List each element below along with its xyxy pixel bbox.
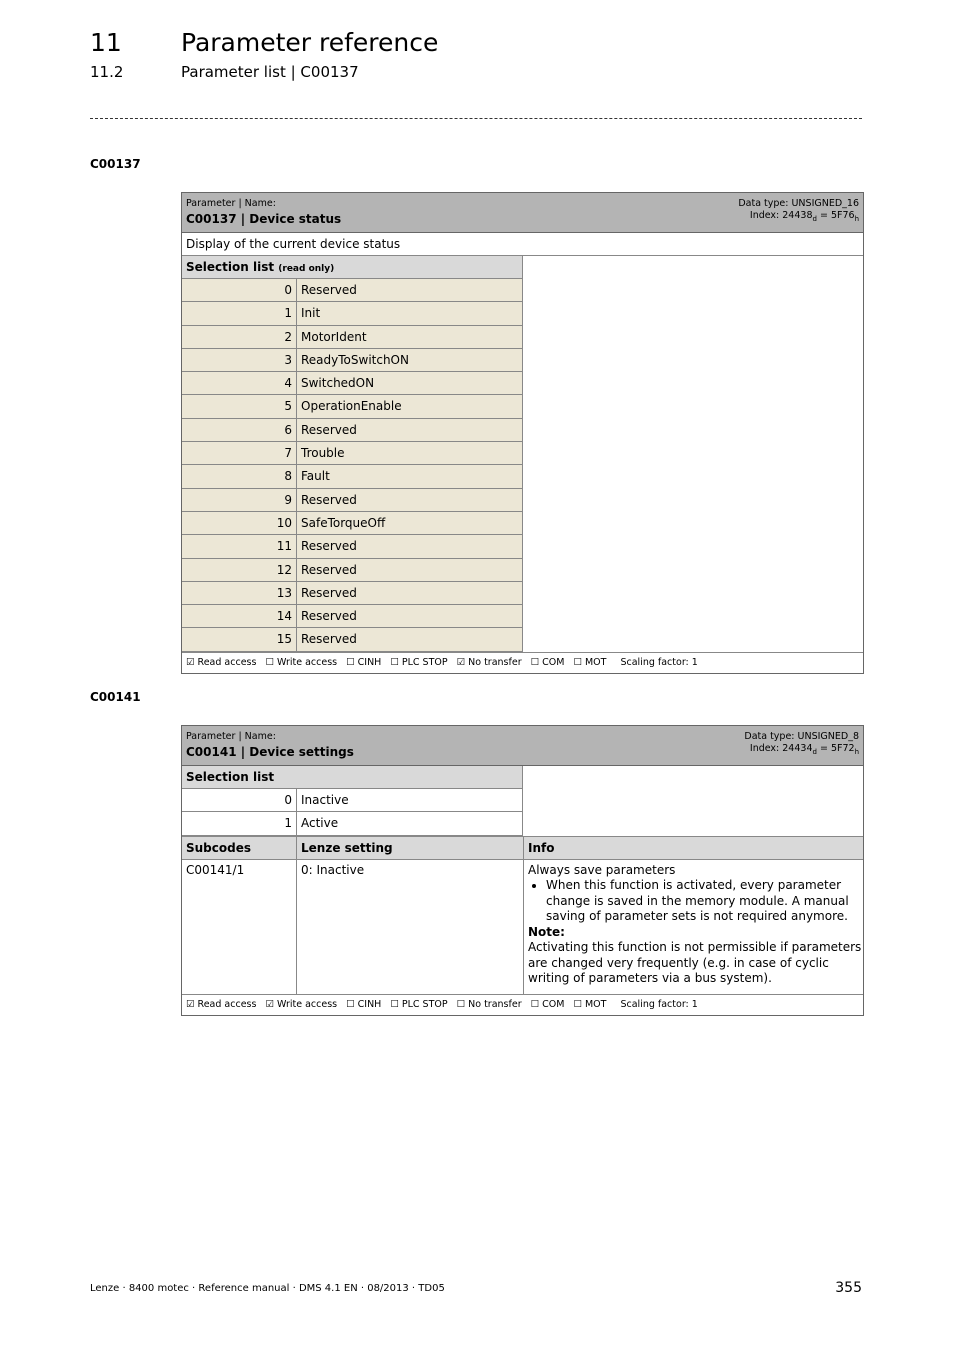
section-title: Parameter list | C00137 bbox=[181, 63, 359, 81]
selection-value: 9 bbox=[182, 489, 297, 511]
subcode-info bbox=[524, 860, 863, 994]
selection-row bbox=[182, 535, 522, 558]
access-flag: ☐ MOT bbox=[573, 656, 607, 668]
section-number: 11.2 bbox=[90, 63, 124, 81]
selection-row bbox=[182, 812, 522, 835]
access-flag: ☐ No transfer bbox=[456, 998, 522, 1010]
param-header-label: Parameter | Name: bbox=[186, 198, 276, 209]
selection-value: 12 bbox=[182, 559, 297, 581]
selection-row bbox=[182, 419, 522, 442]
selection-row bbox=[182, 605, 522, 628]
lenze-setting-col-header: Lenze setting bbox=[297, 837, 524, 859]
selection-value: 0 bbox=[182, 789, 297, 811]
access-flag: ☐ MOT bbox=[573, 998, 607, 1010]
info-title: Always save parameters bbox=[528, 862, 676, 877]
param-index: Index: $24438_d = 5F76_h$ bbox=[749, 210, 859, 223]
param-name: C00141 | Device settings bbox=[186, 745, 354, 759]
selection-row bbox=[182, 395, 522, 418]
access-flags bbox=[182, 994, 863, 1015]
param-table-c00141 bbox=[181, 725, 864, 1016]
selection-label: OperationEnable bbox=[301, 399, 402, 414]
selection-row bbox=[182, 279, 522, 302]
access-flag: ☐ COM bbox=[530, 998, 565, 1010]
param-header-label: Parameter | Name: bbox=[186, 731, 276, 742]
selection-label: Fault bbox=[301, 469, 330, 484]
selection-value: 0 bbox=[182, 279, 297, 301]
access-flag: ☑ Read access bbox=[186, 656, 257, 668]
selection-value: 13 bbox=[182, 582, 297, 604]
param-description: Display of the current device status bbox=[182, 233, 863, 256]
scaling-factor: Scaling factor: 1 bbox=[620, 998, 698, 1010]
subcode-lenze-setting: 0: Inactive bbox=[297, 860, 524, 994]
selection-value: 7 bbox=[182, 442, 297, 464]
subcodes-col-header: Subcodes bbox=[182, 837, 297, 859]
selection-row bbox=[182, 442, 522, 465]
access-flag: ☐ CINH bbox=[346, 656, 382, 668]
selection-label: Reserved bbox=[301, 539, 357, 554]
data-type: Data type: UNSIGNED_16 bbox=[738, 198, 859, 209]
selection-list-header: Selection list (read only) bbox=[182, 256, 522, 279]
selection-label: Reserved bbox=[301, 562, 357, 577]
selection-row bbox=[182, 559, 522, 582]
selection-row bbox=[182, 302, 522, 325]
param-section-label: C00137 bbox=[90, 157, 141, 171]
chapter-number: 11 bbox=[90, 28, 122, 57]
selection-value: 10 bbox=[182, 512, 297, 534]
param-table-c00137 bbox=[181, 192, 864, 674]
selection-label: MotorIdent bbox=[301, 329, 367, 344]
subcodes-header bbox=[182, 836, 863, 860]
chapter-title: Parameter reference bbox=[181, 28, 439, 57]
selection-value: 1 bbox=[182, 812, 297, 834]
selection-value: 14 bbox=[182, 605, 297, 627]
access-flag: ☑ Read access bbox=[186, 998, 257, 1010]
selection-row bbox=[182, 349, 522, 372]
selection-label: Reserved bbox=[301, 283, 357, 297]
selection-row bbox=[182, 628, 522, 651]
selection-label: Reserved bbox=[301, 632, 357, 647]
empty-cell bbox=[523, 766, 863, 836]
selection-row bbox=[182, 326, 522, 349]
selection-value: 1 bbox=[182, 302, 297, 324]
note-label: Note: bbox=[528, 924, 565, 939]
selection-label: Inactive bbox=[301, 793, 349, 807]
selection-label: Reserved bbox=[301, 585, 357, 600]
selection-list-header: Selection list bbox=[182, 766, 522, 789]
selection-value: 2 bbox=[182, 326, 297, 348]
selection-label: Reserved bbox=[301, 422, 357, 437]
access-flags bbox=[182, 652, 863, 673]
access-flag: ☐ Write access bbox=[265, 656, 338, 668]
subcode-code: C00141/1 bbox=[182, 860, 297, 994]
access-flag: ☑ Write access bbox=[265, 998, 338, 1010]
selection-label: Trouble bbox=[301, 446, 345, 461]
param-index: Index: $24434_d = 5F72_h$ bbox=[749, 743, 859, 756]
info-bullet: • When this function is activated, every parameter change is saved in the memory module. A manual saving of parameter sets is not required anymore. bbox=[546, 878, 863, 925]
selection-value: 6 bbox=[182, 419, 297, 441]
selection-label: ReadyToSwitchON bbox=[301, 352, 409, 367]
param-header bbox=[182, 726, 863, 766]
access-flag: ☑ No transfer bbox=[456, 656, 522, 668]
param-name: C00137 | Device status bbox=[186, 212, 342, 226]
selection-label: Init bbox=[301, 306, 321, 321]
selection-row bbox=[182, 512, 522, 535]
param-section-label: C00141 bbox=[90, 690, 141, 704]
param-header bbox=[182, 193, 863, 233]
selection-label: SwitchedON bbox=[301, 376, 375, 391]
selection-value: 4 bbox=[182, 372, 297, 394]
data-type: Data type: UNSIGNED_8 bbox=[744, 731, 859, 742]
selection-row bbox=[182, 582, 522, 605]
subcode-row bbox=[182, 860, 863, 994]
selection-value: 8 bbox=[182, 465, 297, 487]
selection-row bbox=[182, 465, 522, 488]
selection-row bbox=[182, 789, 522, 812]
selection-row bbox=[182, 489, 522, 512]
selection-value: 3 bbox=[182, 349, 297, 371]
selection-label: SafeTorqueOff bbox=[301, 515, 386, 530]
selection-label: Reserved bbox=[301, 492, 357, 507]
selection-label: Reserved bbox=[301, 609, 357, 624]
selection-value: 5 bbox=[182, 395, 297, 417]
page-footer-text: Lenze · 8400 motec · Reference manual · DMS 4.1 EN · 08/2013 · TD05 bbox=[90, 1283, 445, 1294]
selection-value: 15 bbox=[182, 628, 297, 650]
empty-cell bbox=[523, 256, 863, 652]
selection-value: 11 bbox=[182, 535, 297, 557]
access-flag: ☐ PLC STOP bbox=[390, 998, 448, 1010]
page-number: 355 bbox=[835, 1280, 862, 1296]
selection-row bbox=[182, 372, 522, 395]
note-text: Activating this function is not permissible if parameters are changed very frequently (e.g. in case of cyclic writing of parameters via a bus system). bbox=[528, 940, 862, 986]
selection-label: Active bbox=[301, 816, 339, 831]
access-flag: ☐ PLC STOP bbox=[390, 656, 448, 668]
access-flag: ☐ COM bbox=[530, 656, 565, 668]
scaling-factor: Scaling factor: 1 bbox=[620, 656, 698, 668]
access-flag: ☐ CINH bbox=[346, 998, 382, 1010]
info-col-header: Info bbox=[528, 840, 555, 855]
header-divider bbox=[90, 118, 862, 119]
